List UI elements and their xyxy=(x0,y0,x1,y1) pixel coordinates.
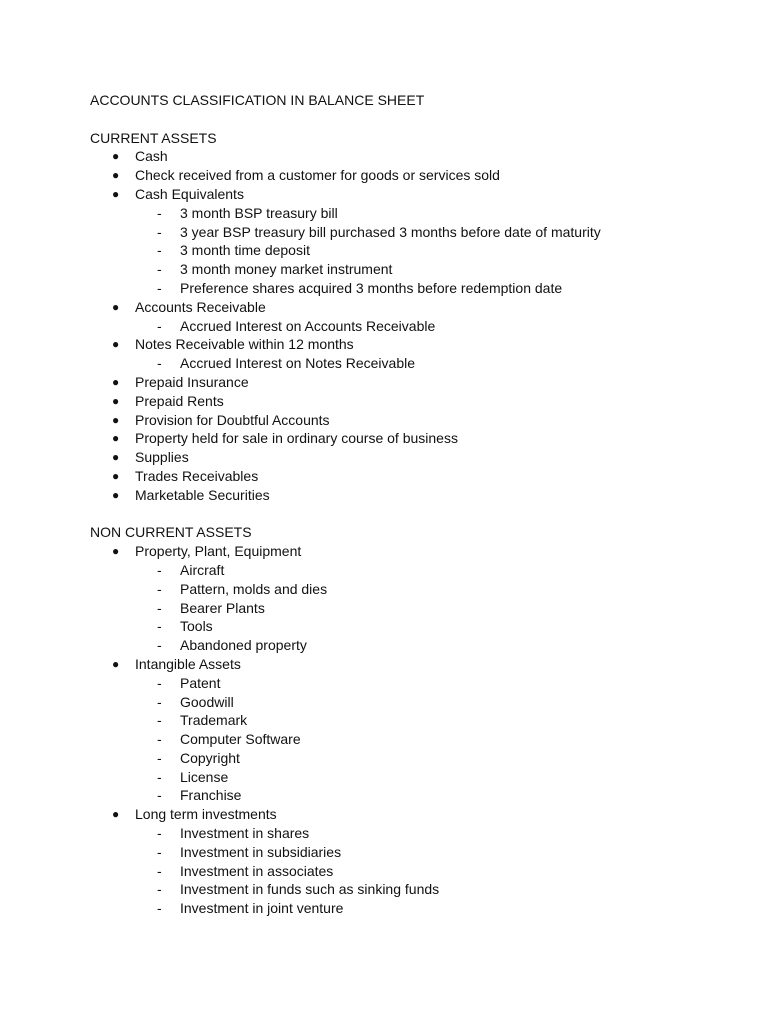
list-item-label: Prepaid Rents xyxy=(135,392,224,409)
dash-icon: - xyxy=(157,712,162,729)
sub-list-item-label: 3 month money market instrument xyxy=(180,261,393,278)
list-item xyxy=(90,429,710,448)
list-item xyxy=(90,166,710,185)
list-item xyxy=(90,542,710,561)
list-item xyxy=(90,335,710,354)
list-item-label: Intangible Assets xyxy=(135,655,241,672)
dash-icon: - xyxy=(157,787,162,804)
dash-icon: - xyxy=(157,825,162,842)
section-heading: CURRENT ASSETS xyxy=(90,129,217,146)
dash-icon: - xyxy=(157,674,162,691)
dash-icon: - xyxy=(157,618,162,635)
blank-line xyxy=(90,110,710,129)
sub-list-item-label: Accrued Interest on Accounts Receivable xyxy=(180,317,436,334)
sub-list-item xyxy=(90,223,710,242)
sub-list-item-label: Preference shares acquired 3 months before redemption date xyxy=(180,279,563,296)
dash-icon: - xyxy=(157,355,162,372)
sub-list-item xyxy=(90,824,710,843)
dash-icon: - xyxy=(157,693,162,710)
sub-list-item-label: Copyright xyxy=(180,749,240,766)
bullet-icon: ● xyxy=(112,374,120,389)
sub-list-item-label: Franchise xyxy=(180,787,242,804)
section-current-assets xyxy=(90,129,710,505)
sub-list-item xyxy=(90,636,710,655)
list-item xyxy=(90,147,710,166)
sub-list-item-label: Accrued Interest on Notes Receivable xyxy=(180,355,416,372)
sub-list-item-label: License xyxy=(180,768,229,785)
list-item-label: Property, Plant, Equipment xyxy=(135,543,302,560)
dash-icon: - xyxy=(157,242,162,259)
sub-list-item xyxy=(90,749,710,768)
list-item xyxy=(90,448,710,467)
list-item xyxy=(90,185,710,204)
list-item-label: Accounts Receivable xyxy=(135,298,266,315)
blank-line xyxy=(90,505,710,524)
sub-list-item-label: Pattern, molds and dies xyxy=(180,580,328,597)
list-item xyxy=(90,411,710,430)
dash-icon: - xyxy=(157,900,162,917)
dash-icon: - xyxy=(157,637,162,654)
sub-list-item xyxy=(90,317,710,336)
sub-list-item xyxy=(90,693,710,712)
dash-icon: - xyxy=(157,561,162,578)
sub-list-item-label: Investment in subsidiaries xyxy=(180,843,342,860)
list-item-label: Marketable Securities xyxy=(135,486,270,503)
dash-icon: - xyxy=(157,279,162,296)
list-item-label: Trades Receivables xyxy=(135,467,259,484)
sub-list-item-label: 3 month time deposit xyxy=(180,242,310,259)
dash-icon: - xyxy=(157,749,162,766)
sub-list-item-label: Investment in funds such as sinking funds xyxy=(180,881,440,898)
document-title: ACCOUNTS CLASSIFICATION IN BALANCE SHEET xyxy=(90,92,425,108)
sub-list-item xyxy=(90,617,710,636)
sub-list-item xyxy=(90,862,710,881)
sub-list-item xyxy=(90,561,710,580)
sub-list-item xyxy=(90,674,710,693)
sub-list-item xyxy=(90,599,710,618)
bullet-icon: ● xyxy=(112,149,120,164)
dash-icon: - xyxy=(157,843,162,860)
bullet-icon: ● xyxy=(112,299,120,314)
list-item-label: Cash xyxy=(135,148,168,165)
bullet-icon: ● xyxy=(112,186,120,201)
bullet-icon: ● xyxy=(112,544,120,559)
list-item xyxy=(90,805,710,824)
bullet-icon: ● xyxy=(112,393,120,408)
section-heading: NON CURRENT ASSETS xyxy=(90,524,252,541)
sub-list-item-label: Aircraft xyxy=(180,561,225,578)
list-item xyxy=(90,655,710,674)
sub-list-item-label: Investment in joint venture xyxy=(180,900,344,917)
sections-container xyxy=(90,110,710,918)
bullet-icon: ● xyxy=(112,807,120,822)
sub-list-item-label: Goodwill xyxy=(180,693,234,710)
sub-list-item xyxy=(90,204,710,223)
sub-list-item-label: Patent xyxy=(180,674,221,691)
sub-list-item xyxy=(90,241,710,260)
list-item xyxy=(90,373,710,392)
sub-list-item xyxy=(90,899,710,918)
list-item xyxy=(90,467,710,486)
bullet-icon: ● xyxy=(112,656,120,671)
document-body xyxy=(90,91,710,918)
list-item-label: Supplies xyxy=(135,449,189,466)
bullet-icon: ● xyxy=(112,337,120,352)
dash-icon: - xyxy=(157,599,162,616)
list-item-label: Cash Equivalents xyxy=(135,185,244,202)
list-item-label: Provision for Doubtful Accounts xyxy=(135,411,330,428)
dash-icon: - xyxy=(157,204,162,221)
sub-list-item-label: Investment in shares xyxy=(180,825,310,842)
sub-list-item-label: 3 month BSP treasury bill xyxy=(180,204,338,221)
sub-list-item xyxy=(90,279,710,298)
sub-list-item-label: Trademark xyxy=(180,712,248,729)
bullet-icon: ● xyxy=(112,431,120,446)
section-non-current-assets xyxy=(90,523,710,918)
dash-icon: - xyxy=(157,317,162,334)
dash-icon: - xyxy=(157,261,162,278)
sub-list-item-label: Abandoned property xyxy=(180,637,307,654)
dash-icon: - xyxy=(157,862,162,879)
bullet-icon: ● xyxy=(112,168,120,183)
list-item-label: Check received from a customer for goods or services sold xyxy=(135,167,500,184)
sub-list-item xyxy=(90,354,710,373)
sub-list-item-label: Computer Software xyxy=(180,731,301,748)
list-item xyxy=(90,298,710,317)
dash-icon: - xyxy=(157,731,162,748)
list-item xyxy=(90,392,710,411)
sub-list-item-label: Tools xyxy=(180,618,213,635)
sub-list-item xyxy=(90,843,710,862)
list-item-label: Property held for sale in ordinary course of business xyxy=(135,430,458,447)
sub-list-item xyxy=(90,260,710,279)
list-item-label: Notes Receivable within 12 months xyxy=(135,336,354,353)
bullet-icon: ● xyxy=(112,468,120,483)
bullet-icon: ● xyxy=(112,412,120,427)
sub-list-item xyxy=(90,768,710,787)
dash-icon: - xyxy=(157,768,162,785)
sub-list-item xyxy=(90,580,710,599)
dash-icon: - xyxy=(157,580,162,597)
list-item-label: Long term investments xyxy=(135,806,277,823)
sub-list-item-label: 3 year BSP treasury bill purchased 3 months before date of maturity xyxy=(180,223,601,240)
sub-list-item-label: Investment in associates xyxy=(180,862,334,879)
sub-list-item xyxy=(90,730,710,749)
list-item-label: Prepaid Insurance xyxy=(135,373,249,390)
bullet-icon: ● xyxy=(112,487,120,502)
sub-list-item xyxy=(90,880,710,899)
bullet-icon: ● xyxy=(112,450,120,465)
list-item xyxy=(90,486,710,505)
sub-list-item xyxy=(90,786,710,805)
dash-icon: - xyxy=(157,223,162,240)
dash-icon: - xyxy=(157,881,162,898)
sub-list-item xyxy=(90,711,710,730)
sub-list-item-label: Bearer Plants xyxy=(180,599,265,616)
